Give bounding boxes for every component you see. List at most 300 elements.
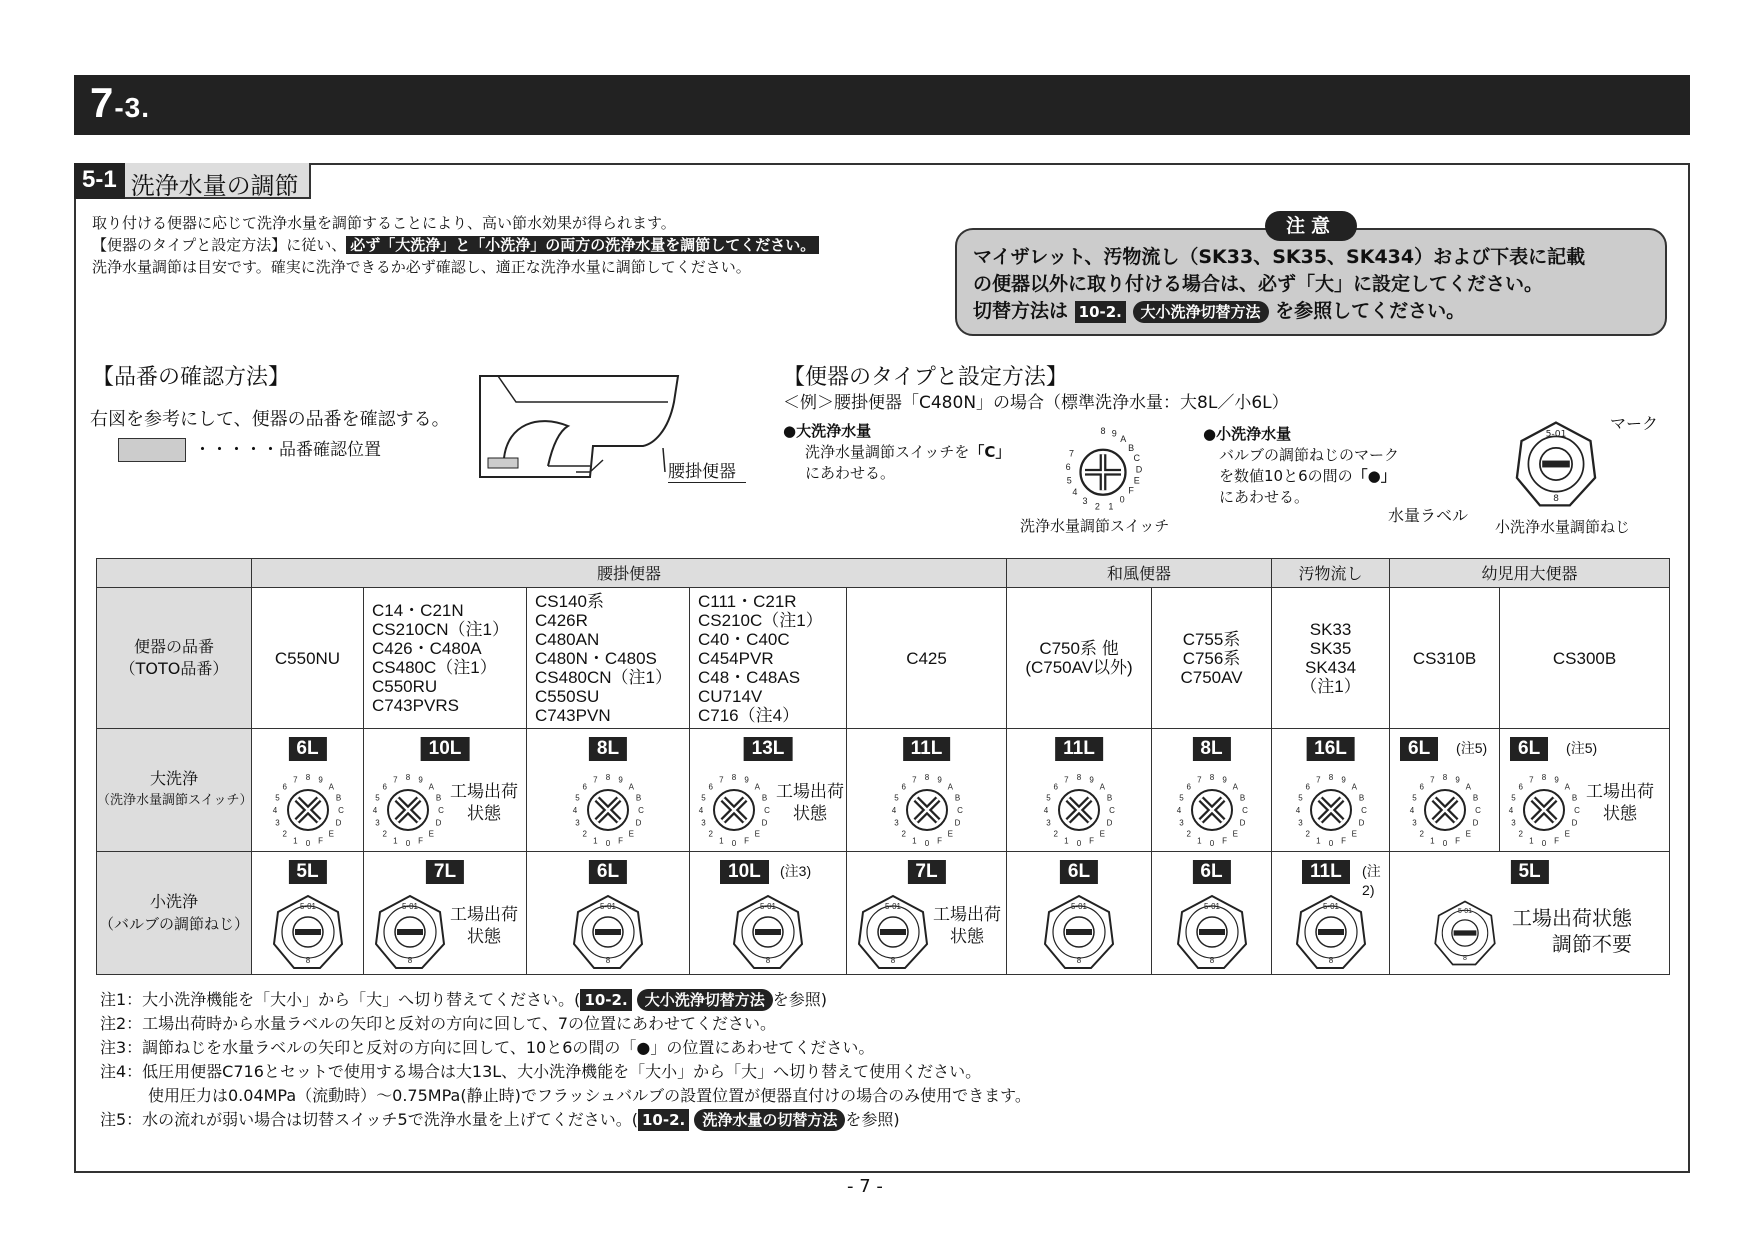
factory-state-label: 工場出荷 状態 (1586, 782, 1655, 823)
svg-text:E: E (754, 829, 761, 839)
svg-text:A: A (628, 782, 635, 792)
svg-text:B: B (1106, 793, 1113, 803)
svg-text:A: A (1564, 782, 1571, 792)
note-2: 注2：工場出荷時から水量ラベルの矢印と反対の方向に回して、7の位置にあわせてください。 (100, 1014, 777, 1033)
group-child: 幼児用大便器 (1390, 559, 1670, 588)
svg-text:5: 5 (375, 793, 380, 803)
svg-text:D: D (435, 818, 442, 828)
rotary-switch-icon (1291, 769, 1371, 849)
svg-text:2: 2 (1185, 829, 1191, 839)
svg-text:2: 2 (382, 829, 387, 839)
svg-text:6: 6 (1053, 782, 1058, 792)
svg-text:E: E (428, 829, 435, 839)
svg-text:3: 3 (575, 818, 580, 828)
svg-text:8: 8 (924, 773, 929, 782)
svg-text:A: A (428, 782, 435, 792)
svg-text:F: F (1089, 836, 1095, 846)
toilet-label: 腰掛便器 (668, 457, 746, 483)
svg-text:B: B (335, 793, 341, 803)
svg-text:9: 9 (618, 775, 623, 785)
svg-text:5-01: 5-01 (1458, 907, 1473, 915)
svg-text:0: 0 (1119, 494, 1125, 505)
svg-text:4: 4 (1508, 806, 1514, 815)
intro-highlight: 必ず「大洗浄」と「小洗浄」の両方の洗浄水量を調節してください。 (346, 236, 819, 254)
svg-text:D: D (1472, 818, 1478, 828)
svg-text:F: F (1340, 836, 1346, 846)
volume-badge: 10L (720, 860, 769, 884)
svg-text:B: B (1239, 793, 1245, 803)
large-flush-cell (847, 729, 1007, 852)
large-flush-block: ●大洗浄水量 洗浄水量調節スイッチを「C」 にあわせる。 (783, 422, 1011, 482)
svg-text:5: 5 (701, 793, 706, 803)
svg-text:C: C (1360, 806, 1367, 815)
svg-text:7: 7 (1429, 775, 1435, 785)
svg-text:1: 1 (719, 836, 724, 846)
svg-text:3: 3 (1411, 818, 1417, 828)
type-setting-example: ＜例＞腰掛便器「C480N」の場合（標準洗浄水量：大8L／小6L） (783, 393, 1289, 413)
valve-screw-icon (370, 892, 450, 972)
svg-text:0: 0 (1076, 839, 1082, 848)
large-flush-cell (527, 729, 690, 852)
svg-text:3: 3 (1082, 495, 1088, 506)
large-flush-cell (1272, 729, 1390, 852)
svg-text:5-01: 5-01 (884, 902, 902, 911)
svg-text:3: 3 (893, 818, 899, 828)
svg-text:1: 1 (1429, 836, 1435, 846)
note-5: 注5：水の流れが弱い場合は切替スイッチ5で洗浄水量を上げてください。( 10-2. 洗浄水量の切替方法 を参照) (100, 1110, 900, 1129)
svg-text:5-01: 5-01 (299, 902, 316, 911)
svg-text:4: 4 (1295, 806, 1300, 815)
svg-text:8: 8 (1209, 956, 1214, 965)
svg-text:D: D (1239, 818, 1245, 828)
factory-state-label: 工場出荷 状態 (450, 782, 518, 823)
row-header-small: 小洗浄 （バルブの調節ねじ） (97, 852, 252, 975)
header-bar (74, 75, 1690, 135)
svg-text:4: 4 (1072, 486, 1078, 497)
large-flush-cell (252, 729, 364, 852)
switch-label: 洗浄水量調節スイッチ (1020, 517, 1170, 535)
row-header-large: 大洗浄 （洗浄水量調節スイッチ） (97, 729, 252, 852)
volume-badge: 10L (421, 737, 470, 761)
svg-text:6: 6 (708, 782, 713, 792)
water-label: 水量ラベル (1388, 506, 1469, 525)
large-flush-cell (690, 729, 847, 852)
svg-text:D: D (954, 818, 960, 828)
svg-text:D: D (1135, 464, 1143, 475)
rotary-switch-icon (1039, 769, 1119, 849)
volume-badge: 6L (1400, 737, 1438, 761)
svg-text:5: 5 (1411, 793, 1417, 803)
svg-text:8: 8 (1442, 773, 1447, 782)
svg-text:C: C (764, 806, 770, 815)
svg-text:E: E (947, 829, 953, 839)
svg-text:1: 1 (393, 836, 398, 846)
notes (100, 988, 1031, 1132)
svg-text:9: 9 (1111, 428, 1117, 439)
svg-text:7: 7 (1315, 775, 1321, 785)
svg-text:8: 8 (1076, 956, 1082, 965)
svg-text:5: 5 (1178, 793, 1184, 803)
svg-text:E: E (1099, 829, 1106, 839)
svg-text:3: 3 (1297, 818, 1303, 828)
svg-text:8: 8 (605, 956, 611, 965)
svg-text:E: E (1232, 829, 1238, 839)
valve-screw-example-icon (1510, 418, 1602, 510)
svg-text:9: 9 (744, 775, 749, 785)
model-position-swatch (118, 438, 186, 462)
svg-text:D: D (761, 818, 768, 828)
svg-text:7: 7 (393, 775, 398, 785)
rotary-switch-icon (1172, 769, 1252, 849)
svg-text:4: 4 (1409, 806, 1414, 815)
svg-text:8: 8 (1100, 426, 1106, 436)
large-flush-cell (1152, 729, 1272, 852)
svg-text:1: 1 (1196, 836, 1202, 846)
svg-text:C: C (1109, 806, 1115, 815)
note-ref: (注3) (780, 863, 812, 879)
model-check-desc: 右図を参考にして、便器の品番を確認する。 (90, 409, 450, 430)
svg-text:B: B (761, 793, 768, 803)
caution-ref-title: 大小洗浄切替方法 (1133, 301, 1269, 323)
small-flush-cell (1007, 852, 1152, 975)
svg-text:7: 7 (1064, 775, 1069, 785)
large-flush-cell (1007, 729, 1152, 852)
svg-text:F: F (1454, 836, 1460, 846)
volume-badge: 7L (907, 860, 945, 884)
svg-text:7: 7 (911, 775, 917, 785)
svg-text:E: E (628, 829, 635, 839)
volume-badge: 11L (903, 737, 951, 761)
svg-text:3: 3 (1511, 818, 1516, 828)
svg-text:8: 8 (1541, 773, 1547, 782)
svg-text:A: A (1120, 433, 1127, 444)
chapter-number: 7-3. (90, 79, 151, 126)
svg-text:5-01: 5-01 (1203, 902, 1220, 911)
section-number: 5-1 (74, 163, 125, 199)
svg-text:5: 5 (893, 793, 899, 803)
svg-text:0: 0 (1328, 839, 1333, 848)
svg-text:2: 2 (281, 829, 287, 839)
svg-text:B: B (1358, 793, 1364, 803)
svg-text:8: 8 (1553, 492, 1559, 504)
svg-text:2: 2 (1053, 829, 1058, 839)
svg-text:8: 8 (1328, 773, 1333, 782)
svg-text:C: C (1574, 806, 1580, 815)
svg-text:8: 8 (407, 956, 413, 965)
model-check-legend: ・・・・・品番確認位置 (194, 440, 381, 460)
svg-text:4: 4 (891, 806, 896, 815)
svg-text:4: 4 (372, 806, 378, 815)
svg-text:0: 0 (1541, 839, 1547, 848)
svg-text:F: F (1554, 836, 1560, 846)
factory-state-label: 工場出荷 状態 (933, 905, 1001, 946)
row-header-model: 便器の品番 （TOTO品番） (97, 588, 252, 729)
svg-text:1: 1 (911, 836, 917, 846)
small-flush-cell (1152, 852, 1272, 975)
volume-badge: 6L (288, 737, 326, 761)
svg-text:6: 6 (281, 782, 287, 792)
volume-badge: 7L (426, 860, 464, 884)
note-1: 注1：大小洗浄機能を「大小」から「大」へ切り替えてください。( 10-2. 大小洗浄切替方法 を参照) (100, 990, 828, 1009)
volume-badge: 8L (1192, 737, 1230, 761)
large-flush-cell (364, 729, 527, 852)
svg-text:0: 0 (305, 839, 310, 848)
group-sink: 汚物流し (1272, 559, 1390, 588)
svg-text:4: 4 (698, 806, 704, 815)
note-ref: (注5) (1456, 740, 1488, 756)
svg-text:7: 7 (593, 775, 598, 785)
note-4-cont: 使用圧力は0.04MPa（流動時）～0.75MPa(静止時)でフラッシュバルブの設置位置が便器直付けの場合のみ使用できます。 (148, 1086, 1031, 1105)
svg-text:4: 4 (1043, 806, 1049, 815)
svg-text:D: D (1106, 818, 1113, 828)
volume-badge: 13L (744, 737, 793, 761)
svg-text:C: C (1241, 806, 1248, 815)
svg-text:9: 9 (1554, 775, 1559, 785)
svg-text:8: 8 (305, 773, 310, 782)
svg-text:8: 8 (1209, 773, 1214, 782)
svg-text:A: A (1351, 782, 1357, 792)
large-flush-cell (1500, 729, 1670, 852)
svg-text:8: 8 (1328, 956, 1333, 965)
svg-text:0: 0 (605, 839, 611, 848)
intro-text: 取り付ける便器に応じて洗浄水量を調節することにより、高い節水効果が得られます。 【便器のタイプと設定方法】に従い、 必ず「大洗浄」と「小洗浄」の両方の洗浄水量を調節してください。 洗浄水量調節は目安です。確実に洗浄できるか必ず確認し、適正な洗浄水量に調節してください。 (92, 212, 952, 278)
svg-text:8: 8 (890, 956, 896, 965)
svg-text:F: F (317, 836, 323, 846)
model-cell: CS300B (1500, 588, 1670, 729)
volume-badge: 6L (1192, 860, 1230, 884)
svg-text:4: 4 (272, 806, 277, 815)
small-flush-cell (364, 852, 527, 975)
svg-text:7: 7 (292, 775, 298, 785)
note-ref: (注5) (1566, 740, 1598, 756)
volume-badge: 8L (589, 737, 627, 761)
svg-text:B: B (1472, 793, 1478, 803)
note-4: 注4：低圧用便器C716とセットで使用する場合は大13L、大小洗浄機能を「大小」から「大」へ切り替えて使用ください。 (100, 1062, 982, 1081)
small-flush-cell (252, 852, 364, 975)
volume-badge: 6L (1510, 737, 1548, 761)
rotary-switch-icon (694, 769, 774, 849)
svg-text:A: A (1232, 782, 1238, 792)
svg-text:6: 6 (1065, 462, 1071, 472)
svg-text:B: B (635, 793, 642, 803)
note-3: 注3：調節ねじを水量ラベルの矢印と反対の方向に回して、10と6の間の「●」の位置にあわせてください。 (100, 1038, 875, 1057)
note-ref: (注2) (1362, 863, 1381, 898)
svg-text:F: F (936, 836, 942, 846)
rotary-switch-icon (1504, 769, 1584, 849)
svg-text:8: 8 (1076, 773, 1082, 782)
svg-text:3: 3 (1178, 818, 1184, 828)
svg-text:0: 0 (1209, 839, 1214, 848)
screw-label: 小洗浄水量調節ねじ (1495, 518, 1631, 536)
svg-text:5-01: 5-01 (1322, 902, 1339, 911)
volume-badge: 11L (1302, 860, 1350, 884)
svg-text:A: A (754, 782, 761, 792)
model-cell: C755系 C756系 C750AV (1152, 588, 1272, 729)
svg-text:C: C (956, 806, 963, 815)
svg-text:6: 6 (900, 782, 906, 792)
svg-text:6: 6 (1304, 782, 1310, 792)
model-cell: CS310B (1390, 588, 1500, 729)
svg-text:8: 8 (405, 773, 411, 782)
large-flush-cell (1390, 729, 1500, 852)
svg-text:7: 7 (1196, 775, 1202, 785)
svg-text:C: C (438, 806, 444, 815)
svg-text:E: E (1564, 829, 1571, 839)
svg-text:6: 6 (1418, 782, 1424, 792)
valve-screw-icon (1039, 892, 1119, 972)
model-check-title: 【品番の確認方法】 (92, 365, 291, 390)
section-title: 洗浄水量の調節 (125, 163, 311, 199)
small-flush-cell (690, 852, 847, 975)
svg-text:B: B (435, 793, 442, 803)
factory-state-label: 工場出荷 状態 (776, 782, 844, 823)
svg-text:5-01: 5-01 (1545, 428, 1567, 440)
svg-text:9: 9 (1340, 775, 1346, 785)
volume-badge: 5L (1510, 860, 1548, 884)
page-number: - 7 - (847, 1176, 883, 1197)
svg-text:9: 9 (1454, 775, 1460, 785)
model-cell: C14・C21N CS210CN（注1） C426・C480A CS480C（注1） C550RU C743PVRS (364, 588, 527, 729)
small-flush-block: ●小洗浄水量 バルブの調節ねじのマーク を数値10と6の間の「●」 にあわせる。 (1203, 425, 1400, 506)
caution-ref-number: 10-2. (1075, 301, 1126, 323)
model-cell: C550NU (252, 588, 364, 729)
svg-text:E: E (1133, 475, 1140, 486)
svg-text:3: 3 (701, 818, 706, 828)
svg-text:1: 1 (1064, 836, 1069, 846)
svg-text:B: B (1128, 442, 1135, 453)
model-cell: C425 (847, 588, 1007, 729)
svg-text:9: 9 (317, 775, 323, 785)
volume-badge: 6L (589, 860, 627, 884)
svg-text:6: 6 (1185, 782, 1191, 792)
group-japanese: 和風便器 (1007, 559, 1272, 588)
factory-state-label: 工場出荷 状態 (450, 905, 518, 946)
svg-text:6: 6 (582, 782, 587, 792)
svg-text:2: 2 (1518, 829, 1523, 839)
svg-text:E: E (1351, 829, 1357, 839)
valve-screw-icon (268, 892, 348, 972)
model-cell: CS140系 C426R C480AN C480N・C480S CS480CN（注1） C550SU C743PVN (527, 588, 690, 729)
svg-text:D: D (335, 818, 341, 828)
svg-text:F: F (618, 836, 624, 846)
svg-text:B: B (954, 793, 960, 803)
rotary-switch-icon (268, 769, 348, 849)
svg-text:8: 8 (305, 956, 310, 965)
svg-text:5-01: 5-01 (401, 902, 419, 911)
section-tag (74, 163, 311, 199)
svg-text:0: 0 (1442, 839, 1447, 848)
svg-text:C: C (638, 806, 644, 815)
svg-text:A: A (328, 782, 334, 792)
svg-text:5: 5 (1511, 793, 1516, 803)
svg-text:5-01: 5-01 (599, 902, 617, 911)
svg-text:8: 8 (765, 956, 771, 965)
svg-text:5-01: 5-01 (1071, 902, 1088, 911)
volume-badge: 11L (1055, 737, 1103, 761)
small-flush-cell (527, 852, 690, 975)
svg-text:7: 7 (1068, 448, 1075, 459)
svg-text:7: 7 (1529, 775, 1534, 785)
svg-text:3: 3 (274, 818, 280, 828)
spec-table (96, 558, 1670, 975)
mark-label: マーク (1610, 414, 1659, 433)
rotary-switch-icon (368, 769, 448, 849)
rotary-switch-icon (1405, 769, 1485, 849)
svg-text:B: B (1571, 793, 1578, 803)
svg-text:E: E (1465, 829, 1471, 839)
svg-text:1: 1 (593, 836, 598, 846)
svg-text:9: 9 (418, 775, 423, 785)
model-cell: SK33 SK35 SK434 （注1） (1272, 588, 1390, 729)
svg-text:3: 3 (1046, 818, 1051, 828)
svg-text:0: 0 (405, 839, 411, 848)
rotary-switch-icon (568, 769, 648, 849)
svg-text:3: 3 (375, 818, 380, 828)
small-flush-cell-child (1390, 852, 1670, 975)
switch-example-icon (1058, 425, 1148, 515)
svg-text:4: 4 (572, 806, 578, 815)
svg-text:D: D (635, 818, 642, 828)
type-setting-title: 【便器のタイプと設定方法】 (783, 365, 1068, 390)
svg-text:2: 2 (582, 829, 587, 839)
volume-badge: 16L (1306, 737, 1355, 761)
model-cell: C750系 他 (C750AV以外) (1007, 588, 1152, 729)
svg-text:9: 9 (1089, 775, 1094, 785)
volume-badge: 5L (288, 860, 326, 884)
valve-screw-icon (853, 892, 933, 972)
svg-text:1: 1 (1315, 836, 1321, 846)
svg-text:F: F (418, 836, 424, 846)
svg-text:2: 2 (900, 829, 906, 839)
svg-text:9: 9 (936, 775, 942, 785)
factory-state-label: 工場出荷状態 調節不要 (1512, 908, 1633, 956)
svg-text:2: 2 (1304, 829, 1310, 839)
svg-text:8: 8 (1463, 955, 1467, 963)
svg-text:1: 1 (1529, 836, 1534, 846)
svg-text:D: D (1358, 818, 1364, 828)
svg-text:4: 4 (1176, 806, 1181, 815)
svg-text:A: A (1099, 782, 1106, 792)
svg-text:F: F (744, 836, 750, 846)
valve-screw-icon (728, 892, 808, 972)
svg-text:8: 8 (731, 773, 737, 782)
svg-text:A: A (1465, 782, 1471, 792)
volume-badge: 6L (1060, 860, 1098, 884)
svg-text:5-01: 5-01 (759, 902, 777, 911)
caution-tag: 注意 (1265, 211, 1357, 241)
small-flush-cell (1272, 852, 1390, 975)
svg-text:6: 6 (1518, 782, 1523, 792)
svg-text:6: 6 (382, 782, 387, 792)
valve-screw-icon (1172, 892, 1252, 972)
valve-screw-icon (568, 892, 648, 972)
model-cell: C111・C21R CS210C（注1） C40・C40C C454PVR C48・C48AS CU714V C716（注4） (690, 588, 847, 729)
svg-text:A: A (947, 782, 953, 792)
svg-text:5: 5 (575, 793, 580, 803)
svg-text:C: C (337, 806, 344, 815)
svg-text:7: 7 (719, 775, 724, 785)
group-seated: 腰掛便器 (252, 559, 1007, 588)
valve-screw-icon (1430, 898, 1500, 968)
svg-text:C: C (1474, 806, 1481, 815)
svg-text:2: 2 (1418, 829, 1424, 839)
svg-text:C: C (1133, 453, 1140, 463)
svg-text:2: 2 (708, 829, 713, 839)
svg-text:8: 8 (605, 773, 611, 782)
svg-text:F: F (1221, 836, 1227, 846)
svg-text:2: 2 (1094, 501, 1100, 512)
svg-text:D: D (1571, 818, 1578, 828)
